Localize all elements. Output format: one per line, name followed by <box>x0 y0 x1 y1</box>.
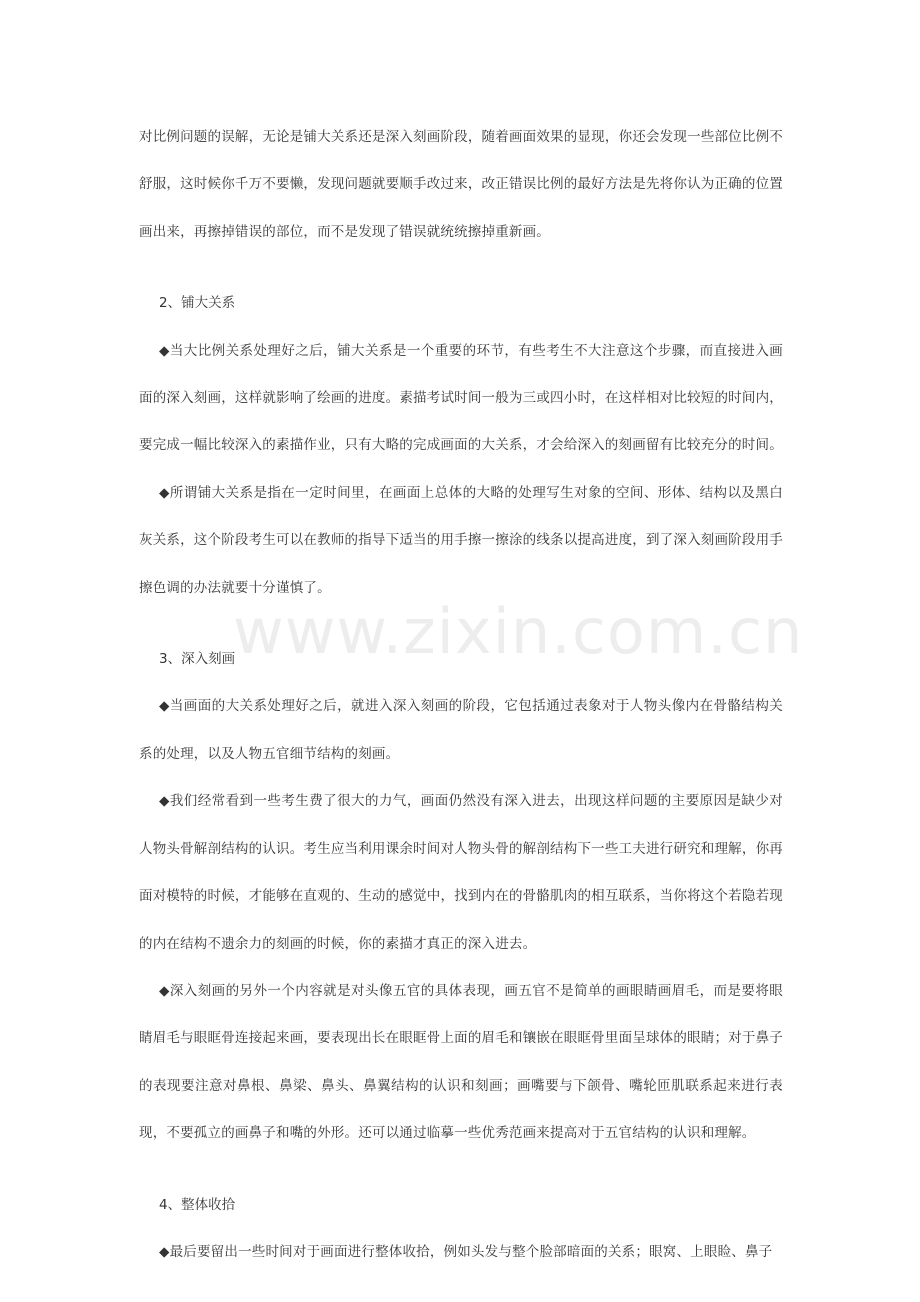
section-2-paragraph-1: ◆当大比例关系处理好之后，铺大关系是一个重要的环节，有些考生不大注意这个步骤，而直接进入画面的深入刻画，这样就影响了绘画的进度。素描考试时间一般为三或四小时，在这样相对比较短的时间内，要完成一幅比较深入的素描作业，只有大略的完成画面的大关系，才会给深入的刻画留有比较充分的时间。 <box>139 342 783 454</box>
section-3-paragraph-1: ◆当画面的大关系处理好之后，就进入深入刻画的阶段，它包括通过表象对于人物头像内在骨骼结构关系的处理，以及人物五官细节结构的刻画。 <box>139 698 783 762</box>
section-2-paragraph-2: ◆所谓铺大关系是指在一定时间里，在画面上总体的大略的处理写生对象的空间、形体、结构以及黑白灰关系，这个阶段考生可以在教师的指导下适当的用手擦一擦涂的线条以提高进度，到了深入刻画阶段用手擦色调的办法就要十分谨慎了。 <box>139 484 783 596</box>
intro-paragraph: 对比例问题的误解，无论是铺大关系还是深入刻画阶段，随着画面效果的显现，你还会发现一些部位比例不舒服，这时候你千万不要懒，发现问题就要顺手改过来，改正错误比例的最好方法是先将你认为正确的位置画出来，再擦掉错误的部位，而不是发现了错误就统统擦掉重新画。 <box>139 129 783 240</box>
section-heading-4: 4、整体收拾 <box>159 1196 236 1213</box>
section-heading-2: 2、铺大关系 <box>159 295 236 312</box>
section-3-paragraph-3: ◆深入刻画的另外一个内容就是对头像五官的具体表现，画五官不是简单的画眼睛画眉毛，而是要将眼睛眉毛与眼眶骨连接起来画，要表现出长在眼眶骨上面的眉毛和镶嵌在眼眶骨里面呈球体的眼睛；对于鼻子的表现要注意对鼻根、鼻梁、鼻头、鼻翼结构的认识和刻画；画嘴要与下颌骨、嘴轮匝肌联系起来进行表现，不要孤立的画鼻子和嘴的外形。还可以通过临摹一些优秀范画来提高对于五官结构的认识和理解。 <box>139 982 783 1142</box>
section-3-paragraph-2: ◆我们经常看到一些考生费了很大的力气，画面仍然没有深入进去，出现这样问题的主要原因是缺少对人物头骨解剖结构的认识。考生应当利用课余时间对人物头骨的解剖结构下一些工夫进行研究和理解，你再面对模特的时候，才能够在直观的、生动的感觉中，找到内在的骨骼肌肉的相互联系，当你将这个若隐若现的内在结构不遗余力的刻画的时候，你的素描才真正的深入进去。 <box>139 793 783 952</box>
section-gap <box>139 256 783 280</box>
section-gap <box>139 1158 783 1182</box>
document-body <box>139 114 804 1276</box>
section-gap <box>139 612 783 636</box>
section-heading-3: 3、深入刻画 <box>159 651 236 668</box>
section-4-paragraph-1: ◆最后要留出一些时间对于画面进行整体收拾，例如头发与整个脸部暗面的关系；眼窝、上眼睑、鼻子 <box>159 1243 773 1260</box>
watermark-text: www.zixin.com.cn <box>233 595 804 668</box>
